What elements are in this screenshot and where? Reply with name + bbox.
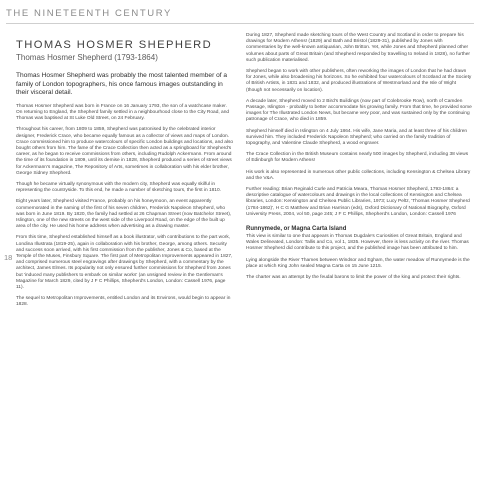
section-paragraph: The charter was an attempt by the feudal barons to limit the power of the king and protect their rights. xyxy=(246,275,461,281)
right-column xyxy=(246,33,472,286)
left-column xyxy=(16,33,234,314)
body-paragraph: Throughout his career, from 1809 to 1859, Shepherd was patronised by the celebrated interior designer, Frederick Crace, who became equally famous as a collector of views and maps of London. Crace commissioned him to produce watercolours of specific London buildings and locations, and also bought others from him. The fame of the Crace Collection then acted as a springboard for Shepherd's career, as he began to receive commissions from others, including Rudolph Ackermann. From around the time of its foundation in 1809, until its demise in 1828, Shepherd produced a series of street views for Ackermann's magazine, The Repository of Arts, sometimes in collaboration with his elder brother, George Sidney Shepherd. xyxy=(16,127,234,176)
article-title: THOMAS HOSMER SHEPHERD xyxy=(16,39,213,51)
body-paragraph: From this time, Shepherd established himself as a book illustrator, with contributions to the part work, Londina Illustrata (1819-25), again in collaboration with his brother, George, among others. Security and success soon arrived, with his first commission from the publisher, Jones & Co, based at the Temple of the Muses, Finsbury Square. The first part of Metropolitan Improvements appeared in 1827, and comprised numerous steel engravings after drawings by Shepherd, with a commentary by the architect, James Elmes. Its popularity not only ensured further commissions for Shepherd from Jones but 'induced many publishers to embark on similar works' (an unsigned review in the Gentleman's Magazine for March 1829, cited by J F C Phillips, Shepherd's London, London: Cassell 1976, page 11). xyxy=(16,235,233,291)
page-number: 18 xyxy=(4,253,13,262)
body-paragraph: Though he became virtually synonymous with the modern city, Shepherd was equally skilful in representing the countryside. To this end, he made a number of sketching tours, the first in 1810. xyxy=(16,182,221,194)
body-paragraph: His work is also represented in numerous other public collections, including Kensington & Chelsea Library and the V&A. xyxy=(246,169,471,181)
body-paragraph: Shepherd himself died in Islington on 4 July 1864. His wife, Jane Maria, and at least three of his children survived him. They included Frederick Napoleon Shepherd; who carried on the family tradition of topography, and Valentine Claude Shepherd, a wood engraver. xyxy=(246,128,468,147)
section-heading: Runnymede, or Magna Carta Island xyxy=(246,226,347,233)
body-paragraph: During 1827, Shepherd made sketching tours of the West Country and Scotland in order to prepare his drawings for Modern Athens! (1829) and Bath and Bristol (1829-31), published by Jones with commentaries by the well-known antiquarian, John Britton. Yet, while Jones and Shepherd planned other volumes about parts of Great Britain (and Shepherd responded by travelling to Ireland in 1828), no further such publication materialised. xyxy=(246,33,470,63)
section-paragraph: This view is similar to one that appears in Thomas Dugdale's Curiosities of Great Britain, England and Wales Delineated, London: Tallis and Co, vol 1, 1835. However, there is less activity on the river. Thomas Hosmer Shepherd did contribute to this project, and the published image has been attributed to him. xyxy=(246,234,469,252)
section-paragraph: Lying alongside the River Thames between Windsor and Egham, the water meadow of Runnymede is the place at which King John sealed Magna Carta on 15 June 1215. xyxy=(246,257,470,269)
body-paragraph: The Crace Collection in the British Museum contains nearly 500 images by Shepherd, including 38 views of Edinburgh for Modern Athens! xyxy=(246,152,469,164)
body-paragraph: Eight years later, Shepherd visited France, probably on his honeymoon, an event apparently commemorated in the naming of the first of his seven children, Frederick Napoleon Shepherd, who was born in June 1819. By 1820, the family had settled at 26 Chapman Street (now Batchelor Street), Islington, one of the new streets on the west side of the Liverpool Road, on the edge of the built up area of the city. He used his home address when advertising as a drawing master. xyxy=(16,199,232,230)
body-paragraph: Shepherd began to work with other publishers, often reworking the images of London that he had drawn for Jones, while also broadening his horizons. So he exhibited four watercolours of Scotland at the Society of British Artists, in 1831 and 1832, and produced illustrations of Westmorland and the Isle of Wight (though not necessarily on location). xyxy=(246,69,472,93)
header-rule xyxy=(6,23,474,24)
lead-paragraph: Thomas Hosmer Shepherd was probably the most talented member of a family of London topographers, his once famous images outstanding in their visceral detail. xyxy=(16,72,228,97)
body-paragraph: Thomas Hosmer Shepherd was born in France on 16 January 1793, the son of a watchcase maker. On returning to England, the Shepherd family settled in a neighbourhood close to the City Road, and Thomas was baptised at St Luke Old Street, on 24 February. xyxy=(16,103,230,122)
body-paragraph: A decade later, Shepherd moved to 2 Bird's Buildings (now part of Colebrooke Row), north of Camden Passage, Islington - probably to better accommodate his growing family. From that time, he provided some images for The Illustrated London News, but became very poor, and was sustained only by the continuing patronage of Crace, who died in 1859. xyxy=(246,98,472,123)
article-subtitle: Thomas Hosmer Shepherd (1793-1864) xyxy=(16,53,158,62)
further-reading: Further reading: Brian Reginald Curle and Patricia Meara, Thomas Hosmer Shepherd, 1793-1864: a descriptive catalogue of watercolours and drawings in the local collections of Kensington and Chelsea libraries, London: Kensington and Chelsea Public Libraries, 1973; Lucy Peltz, 'Thomas Hosmer Shepherd (1784-1862)', H C G Matthew and Brian Harrison (eds), Oxford Dictionary of National Biography, Oxford University Press, 2004, vol 50, page 245; J F C Phillips, Shepherd's London, London: Cassell 1976 xyxy=(246,187,470,217)
body-paragraph: The sequel to Metropolitan Improvements, entitled London and its Environs, would begin to appear in 1828. xyxy=(16,296,231,308)
running-header: THE NINETEENTH CENTURY xyxy=(6,8,172,19)
